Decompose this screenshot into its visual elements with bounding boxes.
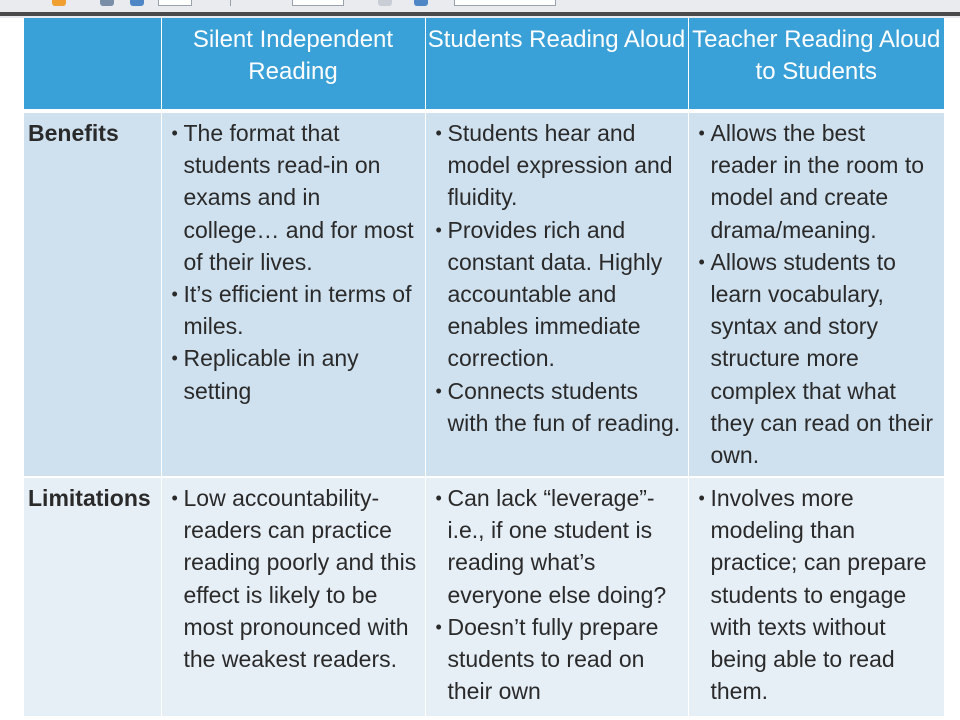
grid-icon[interactable]: [414, 0, 428, 6]
toolbar-divider: [0, 12, 960, 16]
bullet-list: [172, 482, 419, 675]
bullet-list: [436, 482, 682, 707]
cell-benefits-students-aloud: [425, 111, 688, 477]
bullet-list: [699, 117, 939, 471]
bullet-item: • Low accountability- readers can practice reading poorly and this effect is likely to be most pronounced with the weakest readers.: [172, 482, 419, 675]
bullet-list: [699, 482, 939, 707]
cell-benefits-silent: [161, 111, 425, 477]
bullet-item: • Can lack “leverage”- i.e., if one student is reading what’s everyone else doing?: [436, 482, 682, 611]
bullet-item: • Provides rich and constant data. Highly accountable and enables immediate correction.: [436, 214, 682, 375]
bullet-list: [172, 117, 419, 407]
cell-limitations-teacher-aloud: [688, 477, 944, 717]
header-students-reading-aloud: Students Reading Aloud: [425, 18, 688, 111]
comparison-table: [24, 18, 944, 718]
toolbar-field-3[interactable]: [454, 0, 556, 6]
header-teacher-reading-aloud: Teacher Reading Aloud to Students: [688, 18, 944, 111]
header-silent-independent-reading: Silent Independent Reading: [161, 18, 425, 111]
row-benefits: [24, 111, 944, 477]
bullet-item: • Allows students to learn vocabulary, syntax and story structure more complex that what they can read on their own.: [699, 246, 939, 471]
bullet-item: • Students hear and model expression and fluidity.: [436, 117, 682, 214]
bullet-item: • Connects students with the fun of reading.: [436, 375, 682, 439]
bullet-item: • Doesn’t fully prepare students to read on their own: [436, 611, 682, 708]
bullet-item: • It’s efficient in terms of miles.: [172, 278, 419, 342]
page-icon[interactable]: [378, 0, 392, 6]
pen-icon[interactable]: [130, 0, 144, 6]
toolbar-field-2[interactable]: [292, 0, 344, 6]
toolbar-field-1[interactable]: [158, 0, 192, 6]
header-row: [24, 18, 944, 111]
bullet-item: • Replicable in any setting: [172, 342, 419, 406]
cell-benefits-teacher-aloud: [688, 111, 944, 477]
bullet-item: • The format that students read-in on exams and in college… and for most of their lives.: [172, 117, 419, 278]
header-corner: [24, 18, 161, 111]
cell-limitations-silent: [161, 477, 425, 717]
row-label-limitations: Limitations: [24, 477, 161, 717]
cell-limitations-students-aloud: [425, 477, 688, 717]
bullet-item: • Allows the best reader in the room to model and create drama/meaning.: [699, 117, 939, 246]
bullet-item: • Involves more modeling than practice; can prepare students to engage with texts without being able to read them.: [699, 482, 939, 707]
paint-icon[interactable]: [52, 0, 66, 6]
row-limitations: [24, 477, 944, 717]
bullet-list: [436, 117, 682, 439]
tool-icon[interactable]: [100, 0, 114, 6]
toolbar-separator: [230, 0, 231, 6]
toolbar: [0, 0, 960, 18]
row-label-benefits: Benefits: [24, 111, 161, 477]
